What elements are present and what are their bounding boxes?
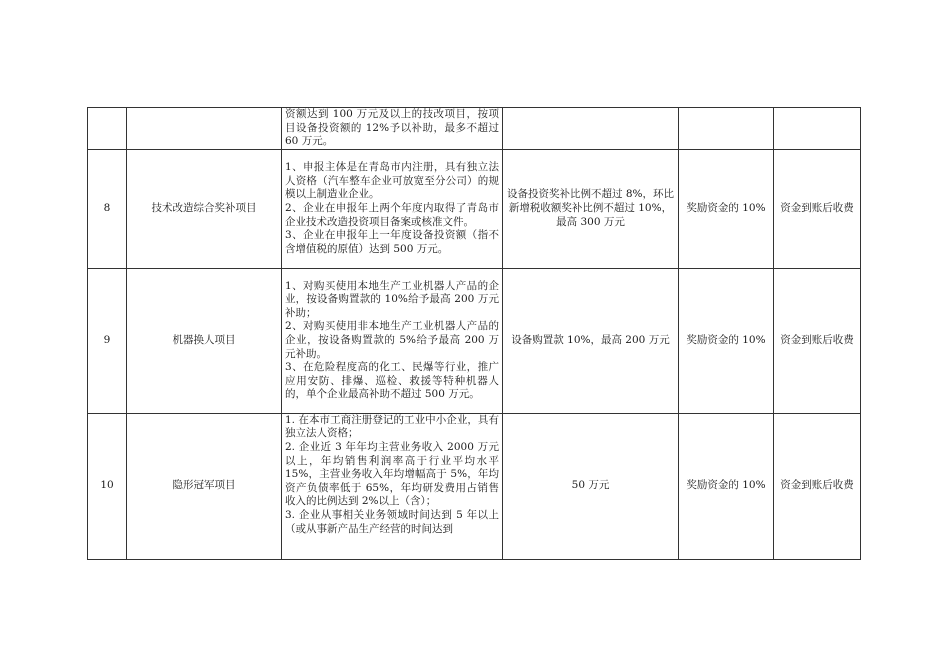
fee-timing [774, 108, 861, 150]
requirements-cell [282, 108, 503, 150]
requirement-line: 3、在危险程度高的化工、民爆等行业，推广应用安防、排爆、巡检、救援等特种机器人的，单个企业最高补助不超过 500 万元。 [285, 361, 499, 401]
fee-rate: 奖励资金的 10% [679, 268, 774, 413]
row-number: 9 [88, 268, 127, 413]
table-row [88, 108, 861, 150]
fee-timing: 资金到账后收费 [774, 149, 861, 268]
requirements-cell [282, 268, 503, 413]
requirement-line: 1. 在本市工商注册登记的工业中小企业，具有独立法人资格； [285, 413, 499, 440]
fee-rate [679, 108, 774, 150]
subsidy-standard: 设备投资奖补比例不超过 8%，环比新增税收额奖补比例不超过 10%，最高 300 万元 [503, 149, 679, 268]
project-name: 隐形冠军项目 [127, 413, 282, 559]
requirement-line: 2. 企业近 3 年年均主营业务收入 2000 万元以上，年均销售利润率高于行业平均水平 15%，主营业务收入年均增幅高于 5%，年均资产负债率低于 65%，年均研发费用占销售收入的比例达到 2%以上（含）； [285, 440, 499, 508]
project-name: 机器换人项目 [127, 268, 282, 413]
requirement-line: 2、对购买使用非本地生产工业机器人产品的企业，按设备购置款的 5%给予最高 200 万元补助。 [285, 320, 499, 360]
subsidy-standard: 设备购置款 10%，最高 200 万元 [503, 268, 679, 413]
fee-rate: 奖励资金的 10% [679, 149, 774, 268]
requirement-line: 1、申报主体是在青岛市内注册，具有独立法人资格（汽车整车企业可放宽至分公司）的规模以上制造业企业。 [285, 161, 499, 201]
requirement-line: 资额达到 100 万元及以上的技改项目，按项目设备投资额的 12%予以补助，最多不超过 60 万元。 [285, 108, 499, 148]
table-row [88, 413, 861, 559]
requirements-cell [282, 149, 503, 268]
row-number: 10 [88, 413, 127, 559]
fee-timing: 资金到账后收费 [774, 268, 861, 413]
requirements-cell [282, 413, 503, 559]
project-name [127, 108, 282, 150]
project-name: 技术改造综合奖补项目 [127, 149, 282, 268]
requirement-line: 3. 企业从事相关业务领域时间达到 5 年以上（或从事新产品生产经营的时间达到 [285, 508, 499, 535]
fee-timing: 资金到账后收费 [774, 413, 861, 559]
row-number [88, 108, 127, 150]
table-row [88, 268, 861, 413]
subsidy-standard [503, 108, 679, 150]
requirement-line: 2、企业在申报年上两个年度内取得了青岛市企业技术改造投资项目备案或核准文件。 [285, 201, 499, 228]
fee-rate: 奖励资金的 10% [679, 413, 774, 559]
requirement-line: 1、对购买使用本地生产工业机器人产品的企业，按设备购置款的 10%给予最高 200 万元补助； [285, 279, 499, 319]
requirement-line: 3、企业在申报年上一年度设备投资额（指不含增值税的原值）达到 500 万元。 [285, 229, 499, 255]
table-row [88, 149, 861, 268]
subsidy-standard: 50 万元 [503, 413, 679, 559]
row-number: 8 [88, 149, 127, 268]
policy-table [87, 107, 861, 560]
